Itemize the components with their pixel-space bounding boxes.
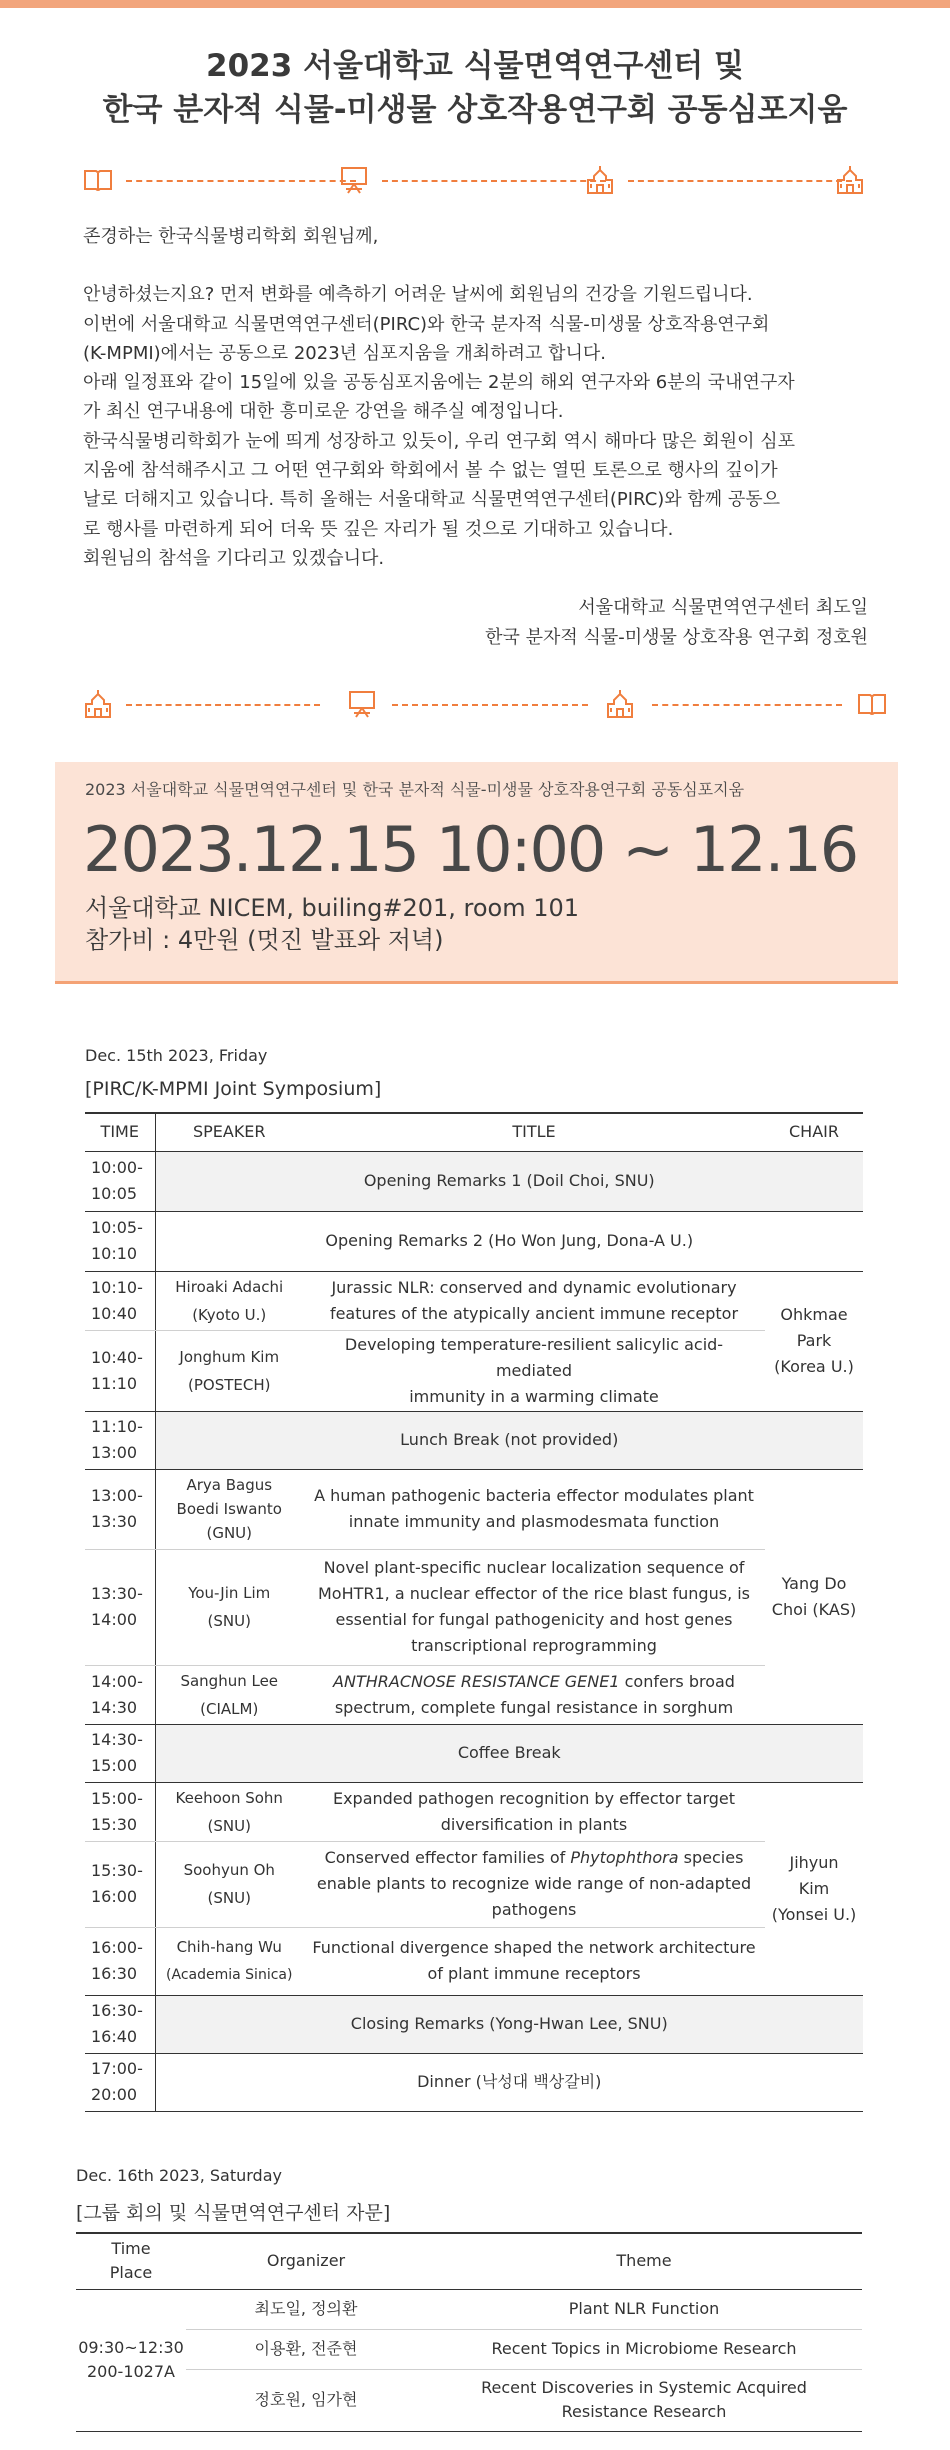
dashed-line: [392, 704, 588, 706]
time-end: 14:30: [91, 1697, 138, 1717]
table-row: [85, 1330, 863, 1411]
table-row: [76, 2369, 862, 2431]
chair-line: Choi (KAS): [771, 1599, 857, 1619]
dashed-line: [652, 704, 842, 706]
title-line: A human pathogenic bacteria effector modulates plant: [314, 1486, 754, 1505]
time-end: 16:30: [91, 1964, 138, 1983]
title-text: confers broad: [619, 1671, 735, 1691]
speaker-cell: [155, 1665, 303, 1724]
time-cell: [85, 1271, 155, 1330]
session-time: 09:30~12:30: [78, 2338, 184, 2357]
day1-table-title: [PIRC/K-MPMI Joint Symposium]: [85, 1078, 382, 1100]
title-line: Jurassic NLR: conserved and dynamic evolutionary: [331, 1277, 737, 1297]
time-cell: [85, 1469, 155, 1549]
day2-schedule-table: [76, 2232, 862, 2432]
letter-line: 안녕하셨는지요? 먼저 변화를 예측하기 어려운 날씨에 회원님의 건강을 기원드립니다.: [83, 284, 753, 306]
table-row: [85, 1549, 863, 1665]
time-start: 16:00-: [91, 1938, 143, 1957]
letter-line: 아래 일정표와 같이 15일에 있을 공동심포지움에는 2분의 해외 연구자와 6분의 국내연구자: [83, 372, 795, 394]
time-end: 16:00: [91, 1887, 138, 1906]
time-start: 11:10-: [91, 1417, 143, 1436]
time-start: 15:30-: [91, 1861, 143, 1880]
time-cell: [85, 2053, 155, 2111]
header-place: Place: [109, 2263, 153, 2283]
organizer-cell: 최도일, 정의환: [186, 2289, 426, 2329]
table-row: [76, 2329, 862, 2369]
table-row: [85, 1151, 863, 1211]
time-cell: [85, 1211, 155, 1271]
speaker-cell: [155, 1271, 303, 1330]
time-cell: [85, 1549, 155, 1665]
time-end: 11:10: [91, 1373, 138, 1393]
title-line: [307, 1669, 761, 1695]
merged-cell: Coffee Break: [155, 1724, 863, 1782]
day2-label: Dec. 16th 2023, Saturday: [76, 2166, 282, 2185]
letter-line: 지움에 참석해주시고 그 어떤 연구회와 학회에서 볼 수 없는 열띤 토론으로 행사의 깊이가: [83, 460, 778, 482]
chair-line: Kim: [798, 1878, 830, 1898]
table-row: [76, 2289, 862, 2329]
title-line: immunity in a warming climate: [409, 1386, 659, 1406]
title-line: Expanded pathogen recognition by effector target: [332, 1788, 736, 1808]
speaker-name: Boedi Iswanto: [176, 1500, 282, 1518]
title-line: innate immunity and plasmodesmata function: [348, 1512, 720, 1531]
header-speaker: SPEAKER: [155, 1113, 303, 1151]
dashed-line: [126, 180, 356, 182]
speaker-name: Jonghum Kim: [179, 1347, 280, 1366]
time-end: 10:10: [91, 1244, 138, 1263]
banner-subtitle: 2023 서울대학교 식물면역연구센터 및 한국 분자적 식물-미생물 상호작용연구회 공동심포지움: [85, 780, 745, 799]
chair-cell: [765, 1782, 863, 1995]
merged-cell: Dinner (낙성대 백상갈비): [155, 2053, 863, 2111]
event-date: 2023.12.15 10:00 ~ 12.16: [83, 813, 858, 886]
title-line: Developing temperature-resilient salicylic acid-mediated: [344, 1334, 724, 1380]
header-chair: CHAIR: [765, 1113, 863, 1151]
speaker-name: Hiroaki Adachi: [175, 1277, 284, 1296]
speaker-affiliation: (POSTECH): [188, 1375, 271, 1394]
time-start: 14:00-: [91, 1671, 143, 1691]
title-cell: [303, 1271, 765, 1330]
title-cell: [303, 1330, 765, 1411]
header-theme: Theme: [426, 2233, 862, 2289]
title-text: Conserved effector families of: [324, 1848, 571, 1867]
table-row: [85, 1271, 863, 1330]
title-line: Novel plant-specific nuclear localization sequence of: [323, 1558, 745, 1577]
invitation-letter: [83, 222, 869, 573]
title-line: features of the atypically ancient immune receptor: [329, 1303, 739, 1323]
time-end: 15:00: [91, 1756, 138, 1775]
organizer-cell: 이용환, 전준현: [186, 2329, 426, 2369]
time-cell: [85, 1782, 155, 1841]
speaker-affiliation: (SNU): [207, 1612, 251, 1630]
time-cell: [85, 1665, 155, 1724]
time-start: 15:00-: [91, 1788, 143, 1808]
speaker-cell: [155, 1549, 303, 1665]
table-row: [85, 2053, 863, 2111]
title-line: MoHTR1, a nuclear effector of the rice blast fungus, is: [317, 1584, 751, 1603]
time-start: 14:30-: [91, 1730, 143, 1749]
table-row: [85, 1841, 863, 1927]
speaker-affiliation: (Academia Sinica): [166, 1967, 293, 1983]
time-end: 15:30: [91, 1814, 138, 1834]
dashed-line: [628, 180, 852, 182]
chair-line: (Yonsei U.): [771, 1904, 857, 1924]
title-cell: [303, 1469, 765, 1549]
event-fee: 참가비 : 4만원 (멋진 발표와 저녁): [85, 926, 444, 954]
icon-divider-bottom: [82, 684, 888, 728]
time-start: 10:00-: [91, 1158, 143, 1177]
letter-line: 한국식물병리학회가 눈에 띄게 성장하고 있듯이, 우리 연구회 역시 해마다 많은 회원이 심포: [83, 430, 796, 452]
title-cell: [303, 1841, 765, 1927]
dashed-line: [382, 180, 606, 182]
merged-cell: Opening Remarks 2 (Ho Won Jung, Dona-A U.): [155, 1211, 863, 1271]
speaker-name: Sanghun Lee: [180, 1671, 279, 1690]
merged-cell: Closing Remarks (Yong-Hwan Lee, SNU): [155, 1995, 863, 2053]
header-time: TIME: [85, 1113, 155, 1151]
speaker-name: Chih-hang Wu: [176, 1938, 282, 1956]
time-end: 10:05: [91, 1184, 138, 1203]
title-line: of plant immune receptors: [427, 1964, 641, 1983]
title-line: enable plants to recognize wide range of non-adapted: [316, 1874, 752, 1893]
letter-greeting: 존경하는 한국식물병리학회 회원님께,: [83, 226, 379, 247]
time-cell: [85, 1841, 155, 1927]
table-header-row: [85, 1113, 863, 1151]
speaker-cell: [155, 1927, 303, 1995]
page-title: [0, 44, 950, 132]
table-row: [85, 1211, 863, 1271]
header-organizer: Organizer: [186, 2233, 426, 2289]
time-start: 13:00-: [91, 1486, 143, 1505]
time-end: 13:30: [91, 1512, 138, 1531]
table-row: [85, 1927, 863, 1995]
title-line: diversification in plants: [440, 1814, 628, 1834]
chair-line: Yang Do: [781, 1573, 847, 1593]
school-icon: [82, 688, 114, 720]
title-cell: [303, 1665, 765, 1724]
time-cell: [85, 1724, 155, 1782]
book-icon: [856, 688, 888, 720]
time-end: 16:40: [91, 2027, 138, 2046]
title-line: [307, 1845, 761, 1871]
title-line-1: 2023 서울대학교 식물면역연구센터 및: [206, 48, 744, 84]
chair-cell: [765, 1469, 863, 1724]
letter-line: 회원님의 참석을 기다리고 있겠습니다.: [83, 547, 385, 569]
theme-cell: [426, 2369, 862, 2431]
theme-line: Resistance Research: [561, 2402, 727, 2421]
chair-line: Jihyun: [789, 1852, 839, 1872]
top-accent-bar: [0, 0, 950, 8]
chair-line: Park: [796, 1331, 832, 1350]
signature-1: 서울대학교 식물면역연구센터 최도일: [578, 597, 868, 618]
speaker-affiliation: (Kyoto U.): [192, 1305, 267, 1324]
school-icon: [584, 164, 616, 196]
time-end: 14:00: [91, 1610, 138, 1629]
header-title: TITLE: [303, 1113, 765, 1151]
time-start: 16:30-: [91, 2001, 143, 2020]
school-icon: [604, 688, 636, 720]
speaker-name: You-Jin Lim: [188, 1584, 271, 1602]
speaker-affiliation: (SNU): [207, 1889, 251, 1907]
speaker-name: Arya Bagus: [186, 1476, 273, 1494]
time-start: 13:30-: [91, 1584, 143, 1603]
time-cell: [85, 1151, 155, 1211]
letter-line: (K-MPMI)에서는 공동으로 2023년 심포지움을 개최하려고 합니다.: [83, 342, 606, 364]
table-row: [85, 1724, 863, 1782]
school-icon: [834, 164, 866, 196]
time-cell: [85, 1330, 155, 1411]
theme-cell: Plant NLR Function: [426, 2289, 862, 2329]
merged-cell: Lunch Break (not provided): [155, 1411, 863, 1469]
event-banner: [55, 762, 898, 984]
time-start: 17:00-: [91, 2059, 143, 2078]
title-cell: [303, 1782, 765, 1841]
time-start: 10:10-: [91, 1277, 143, 1297]
organizer-cell: 정호원, 임가현: [186, 2369, 426, 2431]
table-row: [85, 1995, 863, 2053]
table-row: [85, 1782, 863, 1841]
header-time-place: [76, 2233, 186, 2289]
chair-line: (Korea U.): [774, 1357, 854, 1376]
time-cell: [85, 1995, 155, 2053]
dashed-line: [126, 704, 320, 706]
presentation-icon: [338, 164, 370, 196]
speaker-affiliation: (GNU): [206, 1524, 253, 1542]
letter-line: 가 최신 연구내용에 대한 흥미로운 강연을 해주실 예정입니다.: [83, 401, 564, 423]
letter-line: 로 행사를 마련하게 되어 더욱 뜻 깊은 자리가 될 것으로 기대하고 있습니다.: [83, 518, 674, 540]
title-line: transcriptional reprogramming: [411, 1636, 657, 1655]
title-line: spectrum, complete fungal resistance in sorghum: [334, 1697, 734, 1717]
title-text: species: [678, 1848, 744, 1867]
event-location: 서울대학교 NICEM, builing#201, room 101: [85, 894, 580, 922]
title-line: essential for fungal pathogenicity and host genes: [335, 1610, 733, 1629]
speaker-cell: [155, 1469, 303, 1549]
time-place-cell: [76, 2289, 186, 2431]
book-icon: [82, 164, 114, 196]
genus-name: Phytophthora: [570, 1848, 679, 1867]
day2-table-title: [그룹 회의 및 식물면역연구센터 자문]: [76, 2202, 391, 2224]
table-row: [85, 1469, 863, 1549]
icon-divider-top: [82, 160, 888, 204]
table-header-row: [76, 2233, 862, 2289]
table-row: [85, 1411, 863, 1469]
title-line-2: 한국 분자적 식물-미생물 상호작용연구회 공동심포지움: [102, 92, 848, 128]
speaker-affiliation: (SNU): [207, 1816, 251, 1835]
gene-name: ANTHRACNOSE RESISTANCE GENE1: [333, 1671, 620, 1691]
letter-line: 날로 더해지고 있습니다. 특히 올해는 서울대학교 식물면역연구센터(PIRC)와 함께 공동으: [83, 489, 781, 511]
title-cell: [303, 1927, 765, 1995]
time-cell: [85, 1927, 155, 1995]
speaker-name: Keehoon Sohn: [175, 1788, 283, 1807]
session-place: 200-1027A: [87, 2362, 175, 2381]
chair-cell: [765, 1271, 863, 1411]
time-end: 13:00: [91, 1443, 138, 1462]
time-start: 10:05-: [91, 1218, 143, 1237]
theme-cell: Recent Topics in Microbiome Research: [426, 2329, 862, 2369]
time-end: 20:00: [91, 2085, 138, 2104]
theme-line: Recent Discoveries in Systemic Acquired: [481, 2378, 807, 2397]
title-cell: [303, 1549, 765, 1665]
merged-cell: Opening Remarks 1 (Doil Choi, SNU): [155, 1151, 863, 1211]
speaker-cell: [155, 1782, 303, 1841]
speaker-affiliation: (CIALM): [200, 1699, 259, 1718]
header-time: Time: [111, 2239, 151, 2259]
day1-label: Dec. 15th 2023, Friday: [85, 1046, 268, 1065]
letter-line: 이번에 서울대학교 식물면역연구센터(PIRC)와 한국 분자적 식물-미생물 상호작용연구회: [83, 313, 770, 335]
time-start: 10:40-: [91, 1347, 143, 1367]
time-end: 10:40: [91, 1303, 138, 1323]
title-line: pathogens: [491, 1900, 577, 1919]
time-cell: [85, 1411, 155, 1469]
signature-2: 한국 분자적 식물-미생물 상호작용 연구회 정호원: [485, 627, 868, 648]
title-line: Functional divergence shaped the network architecture: [312, 1938, 756, 1957]
chair-line: Ohkmae: [780, 1305, 848, 1324]
presentation-icon: [346, 688, 378, 720]
speaker-cell: [155, 1330, 303, 1411]
table-row: [85, 1665, 863, 1724]
speaker-cell: [155, 1841, 303, 1927]
day1-schedule-table: [85, 1112, 863, 2112]
speaker-name: Soohyun Oh: [183, 1861, 275, 1879]
